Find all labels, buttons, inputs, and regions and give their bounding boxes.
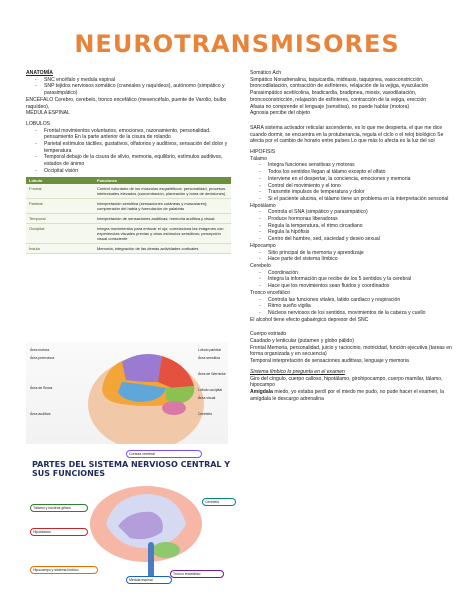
brain-label-right-2: Área de Wernicke [198, 372, 226, 376]
table-cell: Control voluntario de los músculos esqueléticos: personalidad, procesos intelectuales elevados (concentración, planeación y toma de decisiones) [94, 184, 231, 199]
hipotalamo-list [250, 209, 456, 243]
list-item: - Regula la temperatura, el ritmo circadiano [268, 223, 456, 230]
cuerpo-line: Caudado y lenticular (putamen y globo pálido) [250, 338, 354, 345]
table-row [26, 243, 231, 253]
parts-title: PARTES DEL SISTEMA NERVIOSO CENTRAL Y SUS FUNCIONES [32, 460, 231, 478]
list-item: - Controla el SNA (simpático y parasimpático) [268, 209, 456, 216]
anatomia-heading: ANATOMÍA [26, 70, 53, 76]
table-header: Funciones [94, 177, 231, 184]
hipofisis-heading: HIPOFISIS [250, 149, 276, 156]
list-item: - Si el paciente alucina, el tálamo tiene un problema en la interpretación sensorial [268, 196, 456, 203]
list-item: - Occipital visión [44, 168, 232, 175]
list-item: - SNC encéfalo y medula espinal [44, 77, 232, 84]
tronco-list [250, 297, 456, 317]
cerebelo-heading: Cerebelo [250, 262, 271, 269]
list-item: - Regula la hipófisis [268, 229, 456, 236]
list-item: - Hace que los movimientos sean fluidos y coordinados [268, 283, 456, 290]
afasia-line: Afasia no comprende el lenguaje (sensitiva), no puede hablar (motora) [250, 103, 410, 110]
brain-label-right-1: Área sensitiva [198, 356, 220, 360]
brain-label-left-2: Área de Broca [30, 386, 53, 390]
note-talamo: Tálamo y núcleos grises [30, 504, 88, 512]
list-item: - Hace parte del sistema límbico [268, 256, 456, 263]
list-item: - Controla las funciones vitales, latido cardiaco y respiración [268, 297, 456, 304]
list-item: - Todos los sentidos llegan al tálamo excepto el olfato [268, 169, 456, 176]
list-item: - Coordinación [268, 270, 456, 277]
medula-line: MÉDULA ESPINAL [26, 110, 70, 117]
sara-paragraph: SARA sistema activador reticular ascendente, es lo que me despierta, el que me dice cuando dormir, se encuentra en la protuberancia, regula el ciclo o el reloj biológico Se afecta por el cambio de horario entre países Lo que más lo afecta es la luz del sol [250, 124, 444, 145]
simpatico-line: Simpático Noradrenalina, taquicardia, midriasis, taquipnea, vasoconstricción, broncodilatación, contracción de esfínteres, relajación de la vejiga, eyaculación [250, 76, 429, 90]
list-item: - Temporal debajo de la cisura de silvio, memoria, equilibrio, estímulos auditivos, estados de ánimo [44, 154, 232, 167]
list-item: - Centro del hambre, sed, saciedad y deseo sexual [268, 236, 456, 243]
amigdala-line [250, 389, 456, 402]
cerebelo-list [250, 270, 456, 290]
hipotalamo-heading: Hipotálamo [250, 202, 276, 209]
note-hipotalamo: Hipotálamo [30, 528, 88, 536]
page-title: NEUROTRANSMISORES [74, 30, 400, 58]
frontal-line: Frontal Memoria, personalidad, juicio y raciocinio, motricidad, función ejecutiva (tareas en forma organizada y en secuencia) [250, 344, 452, 358]
alcohol-line: El alcohol tiene efecto gabaérgico depresor del SNC [250, 316, 369, 323]
somatico-line: Somático Ach [250, 70, 282, 76]
limbico-heading: Sistema límbico lo pregunta en el examen [250, 368, 345, 375]
note-cerebelo: Cerebelo [202, 498, 236, 506]
table-row [26, 213, 231, 223]
brain-label-right-0: Lóbulo parietal [198, 348, 221, 352]
list-item: - Integra funciones sensitivas y motoras [268, 162, 456, 169]
talamo-heading: Tálamo [250, 155, 267, 162]
lobulos-heading: LOBULOS [26, 120, 51, 127]
brain-label-right-4: Área visual [198, 396, 216, 400]
talamo-list [250, 162, 456, 202]
brain-lobes-figure [26, 342, 228, 444]
list-item: - Transmite impulsos de temperatura y dolor [268, 189, 456, 196]
list-item: - Integra la información que recibe de los 5 sentidos y la cerebral [268, 276, 456, 283]
note-hipocampo: Hipocampo y sistema límbico [30, 566, 98, 574]
list-item: - Interviene en el despertar, la conciencia, emociones y memoria [268, 176, 456, 183]
table-cell: Ínsula [26, 243, 94, 253]
table-cell: Frontal [26, 184, 94, 199]
hipocampo-heading: Hipocampo [250, 242, 276, 249]
table-row [26, 223, 231, 243]
table-cell: Occipital [26, 223, 94, 243]
table-row [26, 184, 231, 199]
table-cell: Interpretación sensitiva (sensaciones cutáneas y musculares); comprensión del habla y formulación de palabras [94, 198, 231, 213]
lobulos-list [26, 128, 232, 175]
list-item: - Parietal estímulos táctiles, gustativos, olfatorios y auditivos, sensación del dolor y temperatura [44, 141, 232, 154]
table-cell: Temporal [26, 213, 94, 223]
note-tronco: Tronco encefálico [170, 570, 224, 578]
table-cell: Memoria; integración de las demás actividades corticales [94, 243, 231, 253]
list-item: - SNP tejidos nerviosos somático (craneales y raquídeos), autónomo (simpático y parasimpático) [44, 83, 232, 96]
right-column [250, 70, 456, 402]
cns-parts-figure [26, 446, 232, 596]
brain-label-right-3: Lóbulo occipital [198, 388, 223, 392]
amigdala-label: Amígdala [250, 388, 273, 395]
agnosia-line: Agnosia percibe del objeto [250, 110, 311, 117]
left-column [26, 70, 232, 254]
table-cell: Integra movimientos para enfocar el ojo; correlaciona las imágenes con experiencias visuales previas y otros estímulos sensitivos; percepción visual consciente [94, 223, 231, 243]
list-item: - Núcleos nerviosos de los sentidos, movimientos de la cabeza y cuello [268, 310, 456, 317]
list-item: - Ritmo sueño vigilia [268, 303, 456, 310]
note-corteza: Corteza cerebral [126, 450, 202, 458]
brain-label-right-5: Cerebelo [198, 412, 213, 416]
note-medula: Médula espinal [126, 576, 172, 584]
amigdala-text: miedo, yo estaba perdí por el miedo me pudo, no pude hacer el examen, la amígdala le descargo adrenalina [250, 388, 444, 402]
tronco-heading: Tronco encefálico [250, 289, 291, 296]
list-item: - Frontal movimientos voluntarios, emociones, razonamiento, personalidad, pensamiento En la parte anterior de la cisura de rolando [44, 128, 232, 141]
brain-label-left-0: Área motora [30, 348, 50, 352]
limbico-line: Giro del cíngulo, cuerpo calloso, hipotálamo, girohipocampo, cuerpo mamilar, tálamo, hipocampo [250, 375, 443, 389]
table-header: Lóbulo [26, 177, 94, 184]
parasimpatico-line: Parasimpático acetilcolina, bradicardia, bradipnea, miosis, vasodilatación, broncoconstricción, relajación de esfínteres, contracción de la vejiga, erección [250, 90, 427, 103]
brain-label-left-1: Área premotora [30, 356, 55, 360]
list-item: - Control del movimiento y el tono [268, 183, 456, 190]
cuerpo-heading: Cuerpo estriado [250, 331, 287, 338]
temporal-line: Temporal interpretación de sensaciones auditivas, lenguaje y memoria [250, 358, 409, 365]
encefalo-line: ENCÉFALO Cerebro, cerebelo, tronco encefálico (mesencéfalo, puente de Varolio, bulbo raquídeo), [26, 96, 227, 110]
brain-label-left-3: Área auditiva [30, 412, 51, 416]
list-item: - Sitio principal de la memoria y aprendizaje [268, 250, 456, 257]
list-item: - Produce hormonas liberadoras [268, 216, 456, 223]
table-row [26, 198, 231, 213]
table-cell: Parietal [26, 198, 94, 213]
lobulo-table [26, 177, 231, 254]
hipocampo-list [250, 250, 456, 263]
anatomia-list [26, 77, 232, 97]
table-cell: Interpretación de sensaciones auditivas; memoria auditiva y visual [94, 213, 231, 223]
